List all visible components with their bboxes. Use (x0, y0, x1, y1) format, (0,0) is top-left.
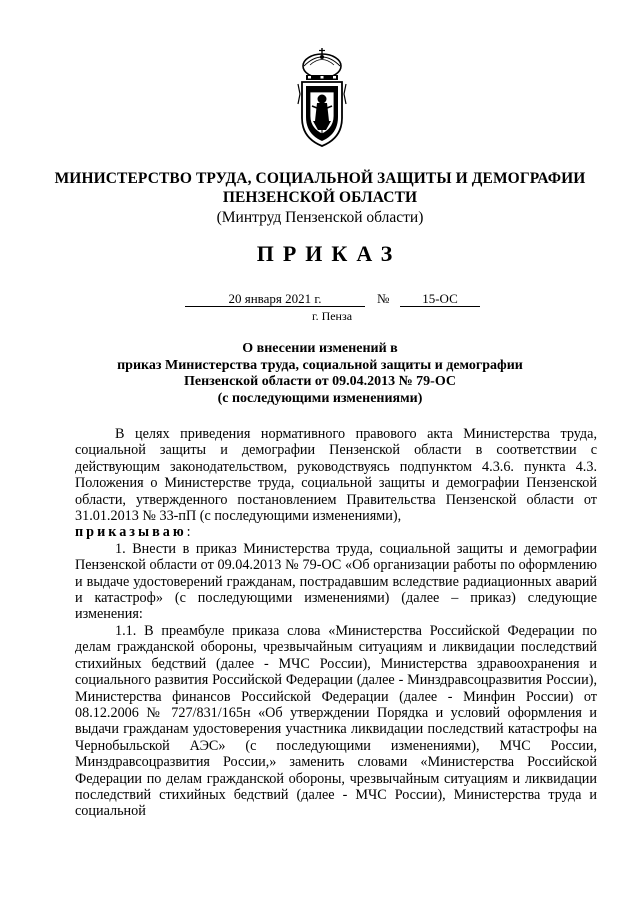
order-title-line2: приказ Министерства труда, социальной защиты и демографии (117, 357, 523, 373)
order-title-line3: Пензенской области от 09.04.2013 № 79-ОС (184, 374, 456, 389)
ministry-short-name: (Минтруд Пензенской области) (216, 209, 424, 226)
order-body (75, 426, 597, 820)
number-sign: № (377, 291, 390, 306)
ministry-name-line2: ПЕНЗЕНСКОЙ ОБЛАСТИ (222, 189, 418, 206)
date-underline (185, 306, 365, 307)
order-title-line1: О внесении изменений в (242, 341, 398, 356)
item-1-paragraph: 1. Внести в приказ Министерства труда, социальной защиты и демографии Пензенской области от 09.04.2013 № 79-ОС «Об организации работы по оформлению и выдаче удостоверений гражданам, пострадавшим вследствие радиационных аварий и катастроф» (с последующими изменениями) (далее – приказ) следующие изменения: (75, 540, 597, 623)
number-underline (400, 306, 480, 307)
order-date: 20 января 2021 г. (228, 291, 322, 306)
ministry-name (0, 169, 640, 207)
order-directive (75, 524, 597, 540)
order-number: 15-ОС (422, 291, 458, 306)
coat-of-arms-emblem (296, 46, 348, 148)
order-word: приказываю (75, 524, 187, 541)
ministry-name-line1: МИНИСТЕРСТВО ТРУДА, СОЦИАЛЬНОЙ ЗАЩИТЫ И ДЕМОГРАФИИ (54, 170, 586, 187)
item-1-1-paragraph: 1.1. В преамбуле приказа слова «Министерства Российской Федерации по делам гражданской обороны, чрезвычайным ситуациям и ликвидации последствий стихийных бедствий (далее - МЧС России), Министерства здравоохранения и социального развития Российской Федерации (далее - Минздравсоцразвития России), Министерства финансов Российской Федерации (далее - Минфин России) от 08.12.2006 № 727/831/165н «Об утверждении Порядка и условий оформления и выдачи гражданам удостоверения участника ликвидации последствий катастрофы на Чернобыльской АЭС» (с последующими изменениями), МЧС России, Минздравсоцразвития России,» заменить словами «Министерства Российской Федерации по делам гражданской обороны, чрезвычайным ситуациям и ликвидации последствий стихийных бедствий (далее - МЧС России), Министерства труда и социальной (75, 622, 597, 820)
order-colon: : (186, 524, 191, 541)
order-title (0, 341, 640, 407)
order-city: г. Пенза (312, 309, 353, 323)
document-type: ПРИКАЗ (256, 241, 402, 266)
order-title-line4: (с последующими изменениями) (217, 390, 423, 406)
preamble-paragraph: В целях приведения нормативного правового акта Министерства труда, социальной защиты и демографии Пензенской области в соответствии с действующим законодательством, руководствуясь подпунктом 4.3.6. пункта 4.3. Положения о Министерстве труда, социальной защиты и демографии Пензенской области, утвержденного постановлением Правительства Пензенской области от 31.01.2013 № 33-пП (с последующими изменениями), (75, 426, 597, 525)
